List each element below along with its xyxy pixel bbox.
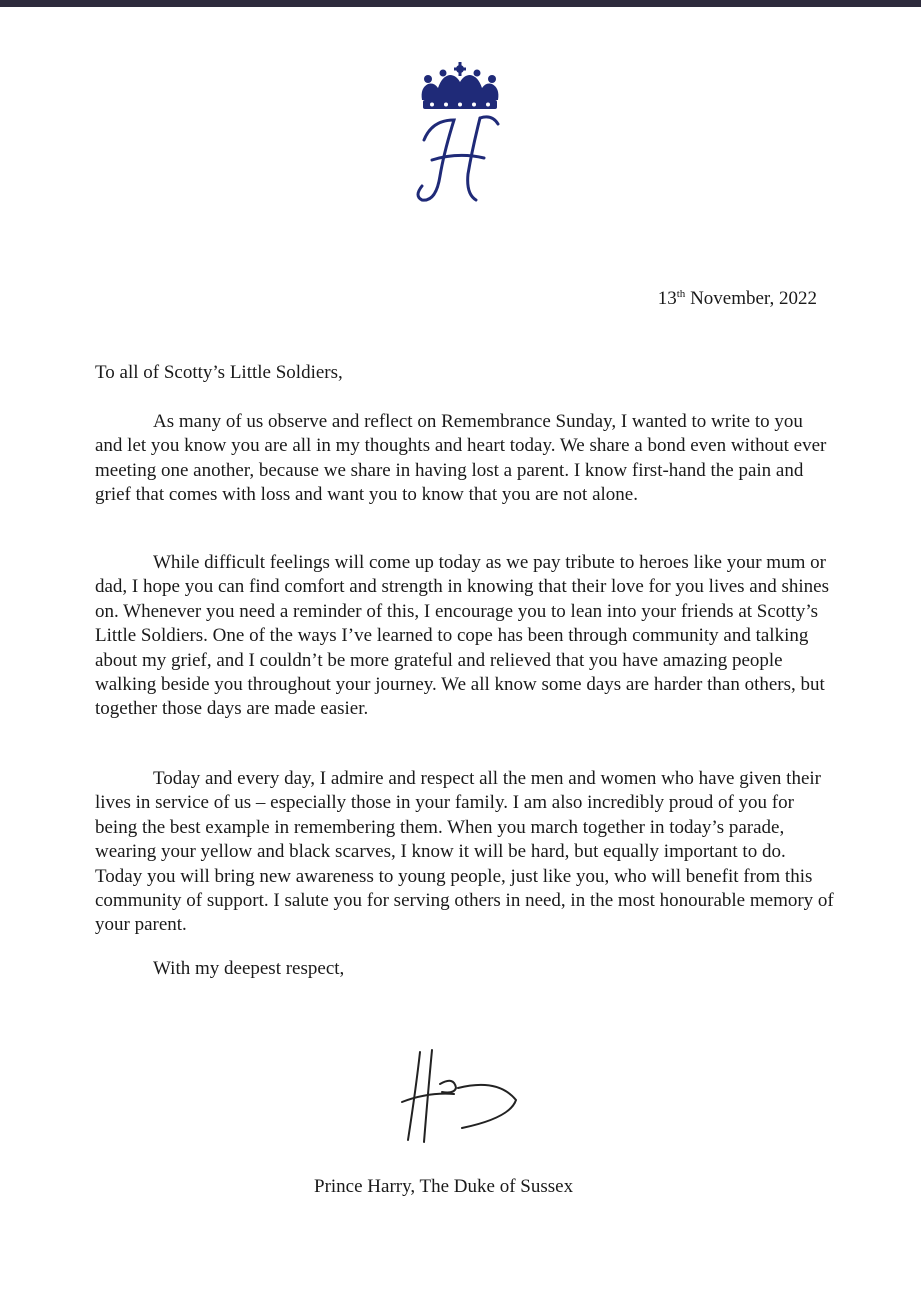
body-paragraph-2 xyxy=(95,551,835,722)
signatory-name: Prince Harry, The Duke of Sussex xyxy=(314,1176,574,1197)
top-bar xyxy=(0,0,921,7)
date-day: 13 xyxy=(657,288,677,309)
date-suffix: th xyxy=(676,288,686,300)
handwritten-signature-icon xyxy=(398,1048,528,1146)
date-rest: November, 2022 xyxy=(685,288,817,309)
paragraph-text: While difficult feelings will come up today as we pay tribute to heroes like your mum or dad, I hope you can find comfort and strength in knowing that their love for you lives and shines on. Whenever you need a reminder of this, I encourage you to lean into your friends at Scotty’s Little Soldiers. One of the ways I’ve learned to cope has been through community and talking about my grief, and I couldn’t be more grateful and relieved that you have amazing people walking beside you throughout your journey. We all know some days are harder than others, but together those days are made easier. xyxy=(95,552,829,720)
paragraph-text: Today and every day, I admire and respect all the men and women who have given their lives in service of us – especially those in your family. I am also incredibly proud of you for being the best example in remembering them. When you march together in today’s parade, wearing your yellow and black scarves, I know it will be hard, but equally important to do. Today you will bring new awareness to young people, just like you, who will benefit from this community of support. I salute you for serving others in need, in the most honourable memory of your parent. xyxy=(95,768,834,936)
body-paragraph-3 xyxy=(95,767,835,938)
paragraph-text: As many of us observe and reflect on Remembrance Sunday, I wanted to write to you and let you know you are all in my thoughts and heart today. We share a bond even without ever meeting one another, because we share in having lost a parent. I know first-hand the pain and grief that comes with loss and want you to know that you are not alone. xyxy=(95,411,827,506)
salutation: To all of Scotty’s Little Soldiers, xyxy=(95,362,343,383)
crown-h-monogram-icon xyxy=(410,62,510,210)
letter-date xyxy=(658,288,817,310)
body-paragraph-1 xyxy=(95,410,835,508)
closing-line: With my deepest respect, xyxy=(153,958,345,979)
